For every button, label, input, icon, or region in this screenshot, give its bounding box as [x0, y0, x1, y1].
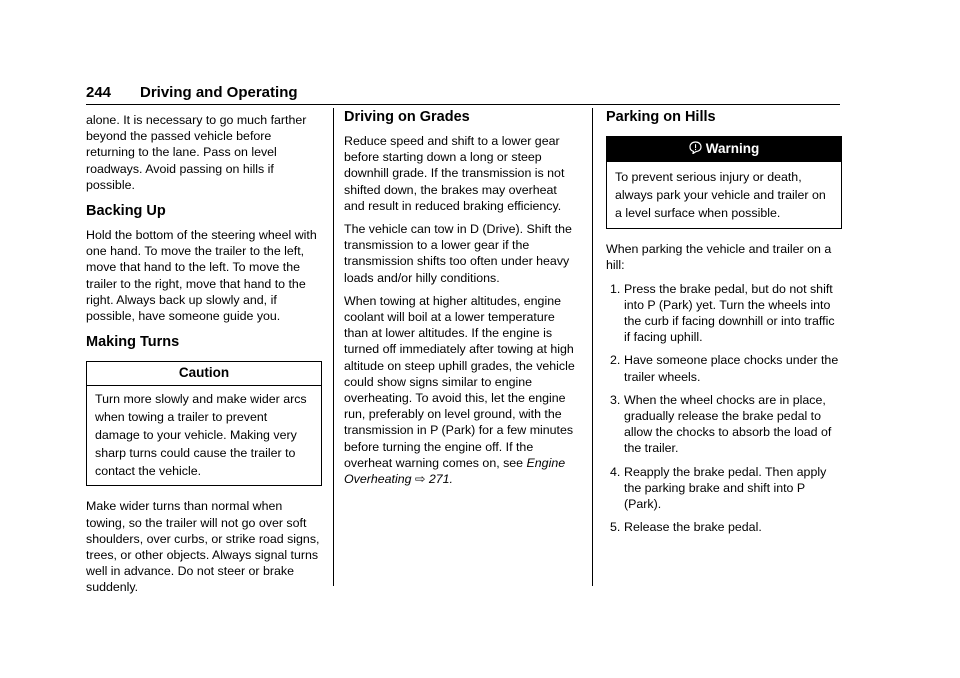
making-turns-text: Make wider turns than normal when towing, so the trailer will not go over soft shoulders, over curbs, or strike road signs, trees, or other objects. Always signal turns well in advance. Do not steer or brake suddenly. — [86, 499, 320, 595]
backing-up-heading: Backing Up — [86, 203, 166, 220]
grades-paragraph-2: The vehicle can tow in D (Drive). Shift the transmission to a lower gear if the transmission shifts too often under heavy loads and/or hilly conditions. — [344, 222, 572, 285]
column-2 — [344, 108, 580, 494]
list-item: 4. Reapply the brake pedal. Then apply the parking brake and shift into P (Park). — [610, 464, 827, 512]
warning-title: Warning — [705, 141, 760, 156]
list-item: 3. When the wheel chocks are in place, gradually release the brake pedal to allow the chocks to absorb the load of the trailer. — [610, 392, 832, 456]
warning-text: To prevent serious injury or death, always park your vehicle and trailer on a level surface when possible. — [615, 170, 826, 221]
driving-on-grades-heading: Driving on Grades — [344, 109, 470, 125]
page-number: 244 — [86, 84, 112, 101]
list-item: 5. Release the brake pedal. — [610, 520, 762, 535]
column-divider-2 — [592, 108, 593, 586]
caution-box — [86, 361, 322, 486]
caution-title: Caution — [87, 362, 321, 386]
grades-paragraph-1: Reduce speed and shift to a lower gear before starting down a long or steep downhill grade. If the transmission is not shifted down, the brakes may overheat and result in reduced braking efficiency. — [344, 134, 565, 213]
column-1 — [86, 112, 322, 603]
making-turns-heading: Making Turns — [86, 334, 180, 351]
backing-up-text: Hold the bottom of the steering wheel with one hand. To move the trailer to the left, move that hand to the left. To move the trailer to the right, move that hand to the right. Always back up slowly and, if possible, have someone guide you. — [86, 228, 317, 324]
parking-intro: When parking the vehicle and trailer on a hill: — [606, 242, 832, 273]
caution-text: Turn more slowly and make wider arcs when towing a trailer to prevent damage to your vehicle. Making very sharp turns could cause the trailer to contact the vehicle. — [95, 392, 307, 479]
warning-header — [607, 137, 841, 162]
parking-steps-list — [606, 281, 842, 536]
warning-box — [606, 136, 842, 229]
intro-paragraph: alone. It is necessary to go much farther beyond the passed vehicle before returning to the lane. Pass on level roadways. Avoid passing on hills if possible. — [86, 113, 307, 192]
list-item: 1. Press the brake pedal, but do not shift into P (Park) yet. Turn the wheels into the curb if facing downhill or into traffic if facing uphill. — [610, 281, 835, 345]
warning-icon — [689, 141, 702, 157]
xref-page-number[interactable]: 271. — [428, 472, 453, 487]
list-item: 2. Have someone place chocks under the trailer wheels. — [610, 353, 839, 384]
engine-overheating-link[interactable]: Engine Overheating — [344, 455, 566, 487]
column-3 — [606, 108, 842, 542]
column-divider-1 — [333, 108, 334, 586]
section-title: Driving and Operating — [140, 84, 298, 101]
grades-paragraph-3 — [344, 293, 580, 487]
page-header — [86, 84, 840, 105]
xref-arrow-icon: ⇨ — [414, 472, 426, 487]
grades-paragraph-3-text: When towing at higher altitudes, engine coolant will boil at a lower temperature than at lower altitudes. If the engine is turned off immediately after towing at high altitude on steep uphill grades, the vehicle could show signs similar to engine overheating. To avoid this, let the engine run, preferably on level ground, with the transmission in P (Park) for a few minutes before turning the engine off. If the overheat warning comes on, see — [344, 293, 575, 470]
parking-on-hills-heading: Parking on Hills — [606, 109, 716, 125]
